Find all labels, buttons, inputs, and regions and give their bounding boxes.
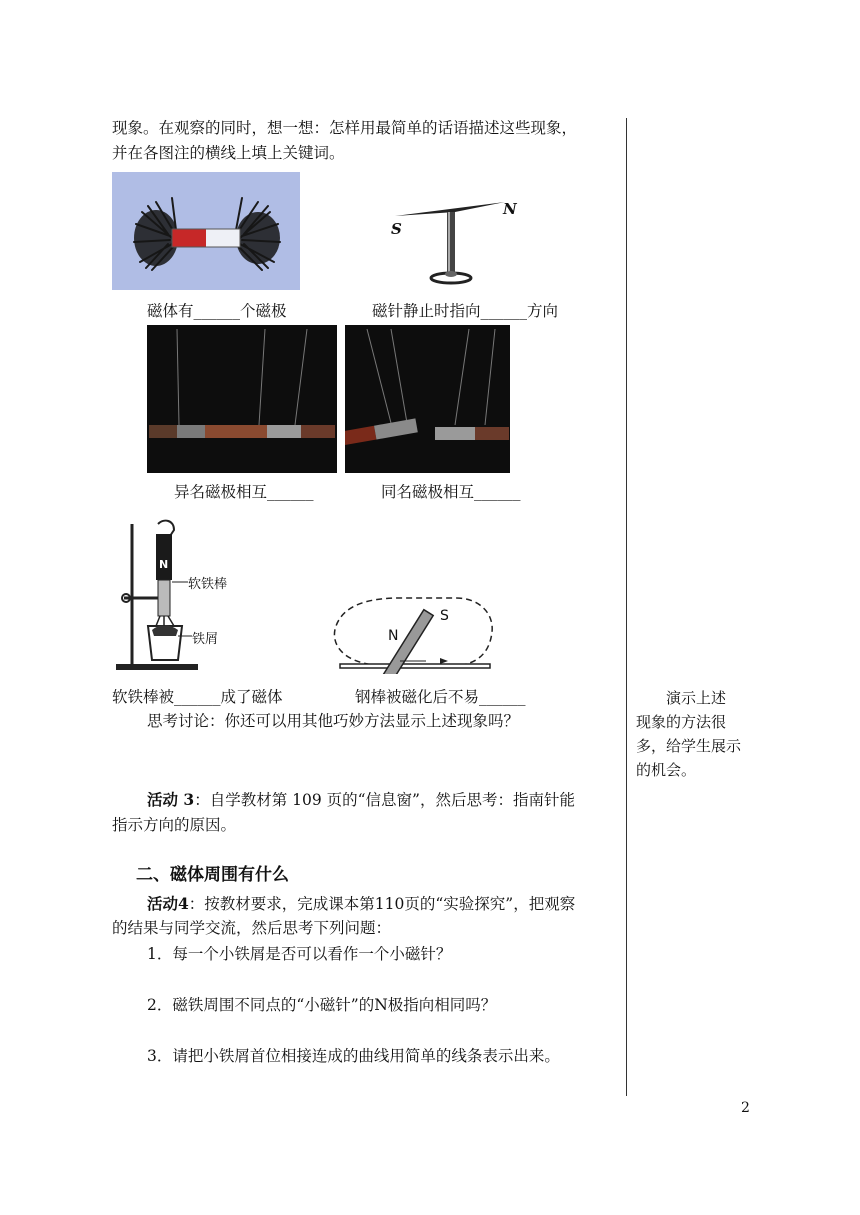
activity3-line-1: [147, 789, 575, 811]
intro-line-2: 并在各图注的横线上填上关键词。: [112, 144, 345, 162]
stand-n-label: N: [159, 558, 169, 571]
discussion-text: 思考讨论：你还可以用其他巧妙方法显示上述现象吗？: [147, 712, 520, 730]
activity4-line-1: [147, 893, 575, 915]
question-2: 2．磁铁周围不同点的“小磁针”的N极指向相同吗？: [147, 996, 497, 1014]
section-heading: 二、磁体周围有什么: [136, 865, 289, 885]
activity4-line-2: 的结果与同学交流，然后思考下列问题：: [112, 919, 392, 937]
activity3-line-2: 指示方向的原因。: [112, 816, 237, 834]
magnet-filings-photo: [112, 172, 300, 290]
soft-iron-label: 软铁棒: [188, 577, 228, 592]
soft-iron-stand-figure: [112, 518, 247, 676]
margin-divider: [626, 118, 627, 1096]
sidebar-note: [636, 686, 758, 782]
compass-needle-figure: [385, 190, 525, 290]
caption-steel-bar: 钢棒被磁化后不易______: [355, 688, 526, 706]
page-number: 2: [741, 1100, 750, 1116]
question-3: 3．请把小铁屑首位相接连成的曲线用简单的线条表示出来。: [147, 1047, 560, 1065]
activity3-label: 活动 3: [147, 790, 195, 809]
caption-same-poles: 同名磁极相互______: [381, 483, 521, 501]
caption-magnet-poles: 磁体有______个磁极: [147, 302, 287, 320]
steel-bar-magnetized-figure: [330, 588, 495, 674]
activity4-label: 活动4: [147, 894, 189, 913]
sidebar-note-line-2: 现象的方法很: [636, 713, 727, 731]
needle-s-label: S: [391, 220, 402, 238]
same-poles-photo: [345, 325, 510, 473]
caption-opposite-poles: 异名磁极相互______: [174, 483, 314, 501]
sidebar-note-line-4: 的机会。: [636, 761, 697, 779]
needle-n-label: N: [503, 200, 517, 218]
opposite-poles-photo: [147, 325, 337, 473]
bar-n-label: N: [388, 628, 399, 644]
intro-line-1: 现象。在观察的同时，想一想：怎样用最简单的话语描述这些现象，: [112, 119, 578, 137]
sidebar-note-line-1: 演示上述: [666, 689, 727, 707]
question-1: 1．每一个小铁屑是否可以看作一个小磁针？: [147, 945, 452, 963]
sidebar-note-line-3: 多，给学生展示: [636, 737, 742, 755]
activity3-text: ：自学教材第 109 页的“信息窗”，然后思考：指南针能: [194, 791, 575, 809]
caption-needle-direction: 磁针静止时指向______方向: [372, 302, 559, 320]
iron-filings-label: 铁屑: [192, 632, 219, 647]
bar-s-label: S: [440, 608, 449, 624]
activity4-text: ：按教材要求，完成课本第110页的“实验探究”，把观察: [188, 895, 576, 913]
caption-soft-iron: 软铁棒被______成了磁体: [112, 688, 283, 706]
